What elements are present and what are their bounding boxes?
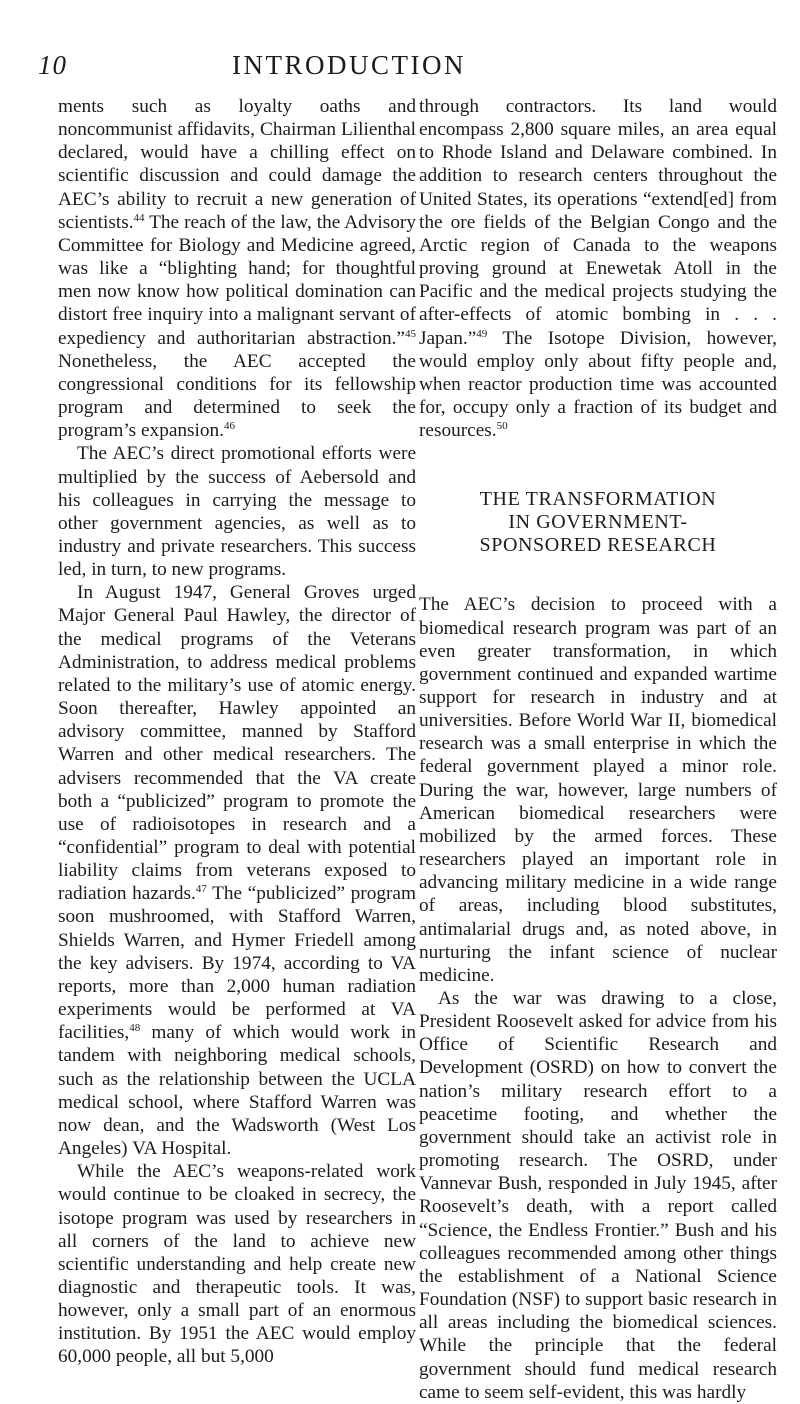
footnote-ref[interactable]: 48 <box>129 1022 141 1035</box>
paragraph: While the AEC’s weapons-related work would continue to be cloaked in secrecy, the isotope program was used by researchers in all corners of the land to achieve new scientific understanding and help create new diagnostic and therapeutic tools. It was, however, only a small part of an enormous institution. By 1951 the AEC would employ 60,000 people, all but 5,000 <box>58 1161 416 1368</box>
footnote-ref[interactable]: 47 <box>195 883 207 896</box>
paragraph: ments such as loyalty oaths and noncommunist affidavits, Chairman Lilienthal declared, would have a chilling effect on scientific discussion and could damage the AEC’s ability to recruit a new generation of scientists.$^{44}$ The reach of the law, the Advisory Committee for Biology and Medicine agreed, was like a “blighting hand; for thoughtful men now know how political domination can distort free inquiry into a malignant servant of expediency and authoritarian abstraction.”$^{45}$ Nonetheless, the AEC accepted the congressional conditions for its fellowship program and determined to seek the program’s expansion.$^{46}$ <box>58 96 416 442</box>
section-heading <box>419 488 777 557</box>
page-number: 10 <box>38 50 67 80</box>
footnote-ref[interactable]: 49 <box>476 327 488 340</box>
footnote-ref[interactable]: 46 <box>224 420 235 433</box>
paragraph: In August 1947, General Groves urged Major General Paul Hawley, the director of the medical programs of the Veterans Administration, to address medical problems related to the military’s use of atomic energy. Soon thereafter, Hawley appointed an advisory committee, manned by Stafford Warren and other medical researchers. The advisers recommended that the VA create both a “publicized” program to promote the use of radioisotopes in research and a “confidential” program to deal with potential liability claims from veterans exposed to radiation hazards.$^{47}$ The “publicized” program soon mushroomed, with Stafford Warren, Shields Warren, and Hymer Friedell among the key advisers. By 1974, according to VA reports, more than 2,000 human radiation experiments would be performed at VA facilities,$^{48}$ many of which would work in tandem with neighboring medical schools, such as the relationship between the UCLA medical school, where Stafford Warren was now dean, and the Wadsworth (West Los Angeles) VA Hospital. <box>58 582 416 1160</box>
footnote-ref[interactable]: 50 <box>496 420 508 433</box>
section-heading-line: IN GOVERNMENT- <box>508 511 688 534</box>
page-header <box>0 50 800 86</box>
paragraph: The AEC’s decision to proceed with a biomedical research program was part of an even greater transformation, in which government continued and expanded wartime support for research in industry and at universities. Before World War II, biomedical research was a small enterprise in which the federal government played a minor role. During the war, however, large numbers of American biomedical researchers were mobilized by the armed forces. These researchers played an important role in advancing military medicine in a wide range of areas, including blood substitutes, antimalarial drugs and, as noted above, in nurturing the infant science of nuclear medicine. <box>419 594 777 986</box>
section-heading-line: SPONSORED RESEARCH <box>479 534 717 557</box>
footnote-ref[interactable]: 44 <box>133 211 145 224</box>
paragraph: The AEC’s direct promotional efforts were multiplied by the success of Aebersold and his colleagues in carrying the message to other government agencies, as well as to industry and private researchers. This success led, in turn, to new programs. <box>58 443 416 581</box>
paragraph: As the war was drawing to a close, President Roosevelt asked for advice from his Office of Scientific Research and Development (OSRD) on how to convert the nation’s military research effort to a peacetime footing, and whether the government should take an activist role in promoting research. The OSRD, under Vannevar Bush, responded in July 1945, after Roosevelt’s death, with a report called “Science, the Endless Frontier.” Bush and his colleagues recommended among other things the establishment of a National Science Foundation (NSF) to support basic research in all areas including the biomedical sciences. While the principle that the federal government should fund medical research came to seem self-evident, this was hardly <box>419 988 777 1403</box>
section-heading-line: THE TRANSFORMATION <box>479 488 717 511</box>
footnote-ref[interactable]: 45 <box>405 327 416 340</box>
right-column <box>419 95 777 1404</box>
left-column <box>58 95 416 1369</box>
running-head: INTRODUCTION <box>232 50 466 80</box>
paragraph: through contractors. Its land would encompass 2,800 square miles, an area equal to Rhode Island and Delaware combined. In addition to research centers throughout the United States, its operations “extend[ed] from the ore fields of the Belgian Congo and the Arctic region of Canada to the weapons proving ground at Enewetak Atoll in the Pacific and the medical projects studying the after-effects of atomic bombing in . . . Japan.”$^{49}$ The Isotope Division, however, would employ only about fifty people and, when reactor production time was accounted for, occupy only a fraction of its budget and resources.$^{50}$ <box>419 96 777 442</box>
